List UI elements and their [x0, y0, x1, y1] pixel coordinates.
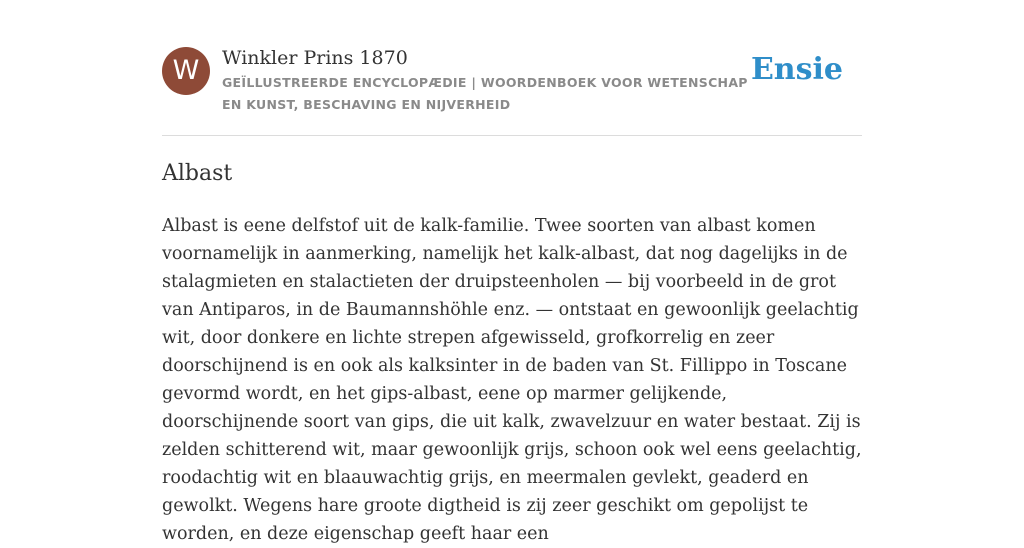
source-avatar[interactable]: W: [162, 47, 210, 95]
ensie-logo[interactable]: Ensie: [750, 52, 843, 87]
source-titles: [222, 44, 752, 116]
entry-title: Albast: [162, 161, 233, 186]
source-title[interactable]: Winkler Prins 1870: [222, 47, 408, 69]
entry-body: Albast is eene delfstof uit de kalk-familie. Twee soorten van albast komen voornamelijk in aanmerking, namelijk het kalk-albast, dat nog dagelijks in de stalagmieten en stalactieten der druipsteenholen — bij voorbeeld in de grot van Antiparos, in de Baumannshöhle enz. — ontstaat en gewoonlijk geelachtig wit, door donkere en lichte strepen afgewisseld, grofkorrelig en zeer doorschijnend is en ook als kalksinter in de baden van St. Fillippo in Toscane gevormd wordt, en het gips-albast, eene op marmer gelijkende, doorschijnende soort van gips, die uit kalk, zwavelzuur en water bestaat. Zij is zelden schitterend wit, maar gewoonlijk grijs, schoon ook wel eens geelachtig, roodachtig wit en blaauwachtig grijs, en meermalen gevlekt, geaderd en gewolkt. Wegens hare groote digtheid is zij zeer geschikt om gepolijst te worden, en deze eigenschap geeft haar een: [162, 216, 862, 544]
source-header: [162, 44, 862, 136]
source-subtitle: GEÏLLUSTREERDE ENCYCLOPÆDIE | WOORDENBOEK VOOR WETENSCHAP EN KUNST, BESCHAVING EN NIJVERHEID: [222, 75, 748, 112]
